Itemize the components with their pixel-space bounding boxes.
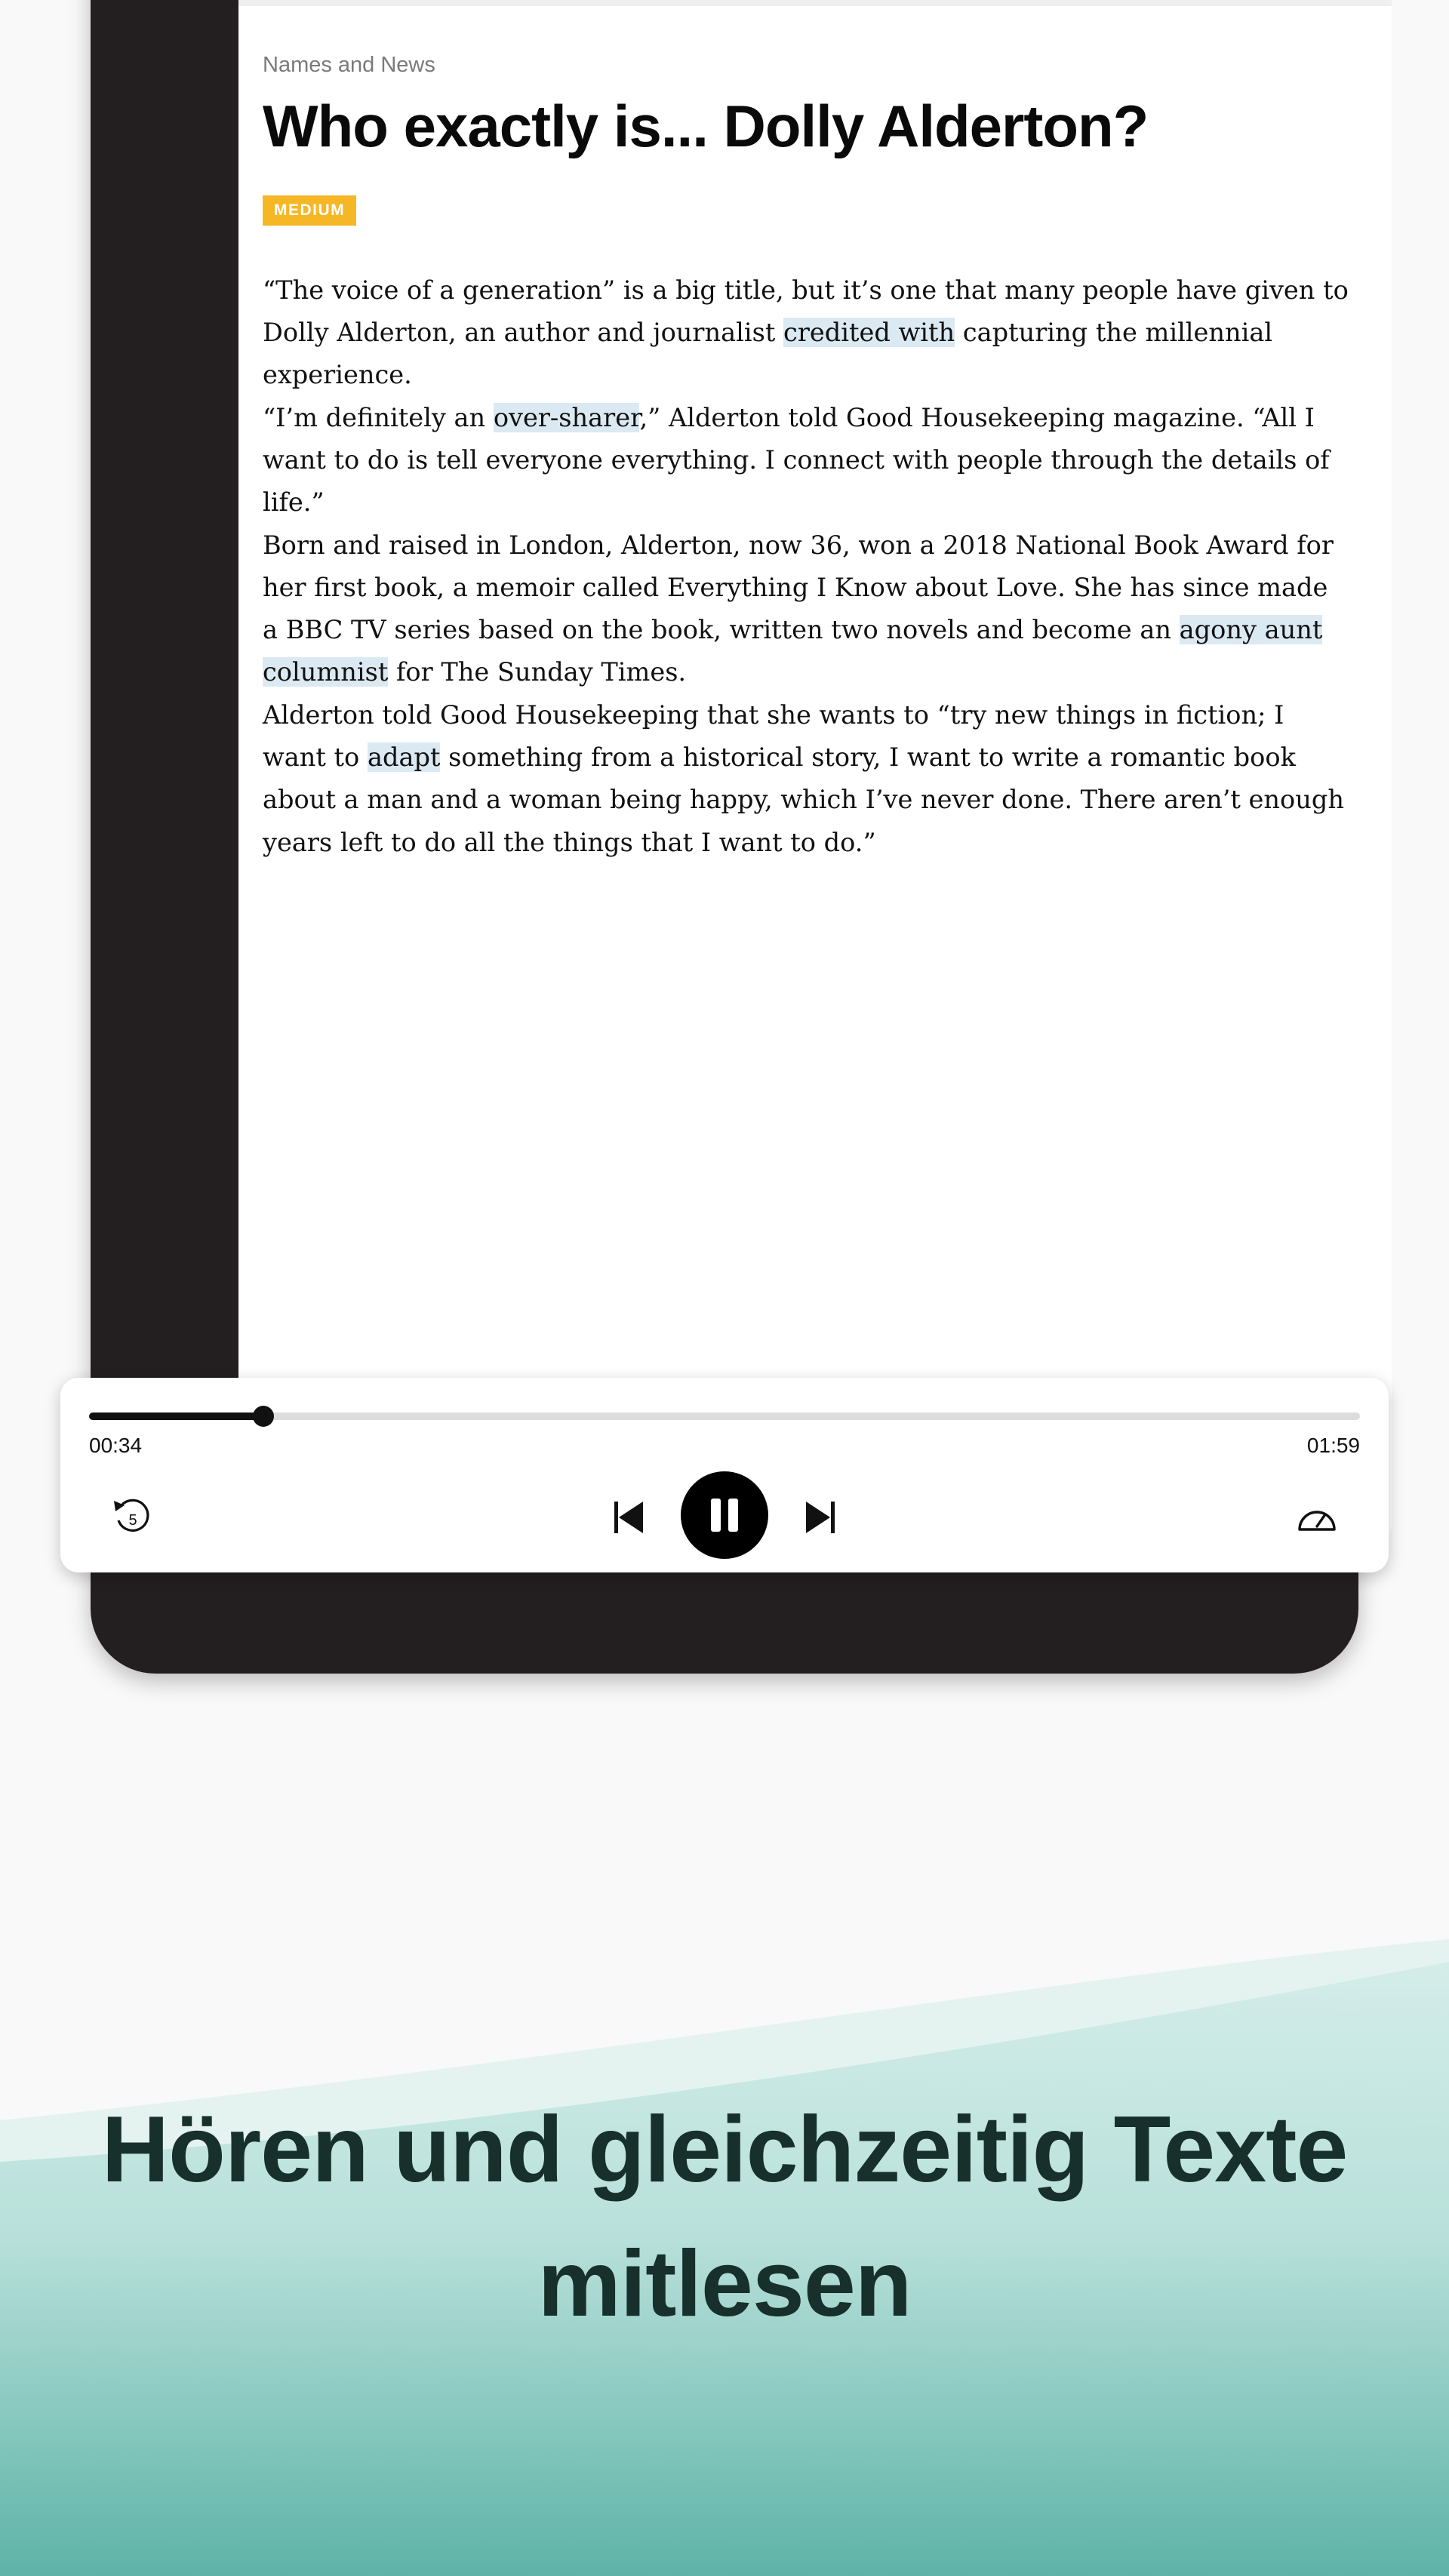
article-paragraph [263, 397, 1349, 524]
difficulty-badge: MEDIUM [263, 195, 356, 226]
audio-player [60, 1378, 1389, 1572]
promo-headline: Hören und gleichzeitig Texte mitlesen [101, 2098, 1348, 2336]
paragraph-text: for The Sunday Times. [388, 657, 687, 687]
article-paragraph [263, 524, 1349, 694]
next-icon-svg [803, 1499, 838, 1536]
rewind-seconds-label: 5 [128, 1512, 137, 1529]
pause-button[interactable] [681, 1471, 768, 1559]
paragraph-text: Alderton told Good Housekeeping that she wants to “try new things in fiction; I want to [263, 699, 1284, 773]
article-body [263, 269, 1349, 864]
vocabulary-highlight[interactable]: adapt [367, 742, 441, 773]
next-icon[interactable] [794, 1491, 847, 1544]
article-category[interactable]: Names and News [263, 53, 435, 77]
elapsed-time: 00:34 [89, 1434, 143, 1457]
progress-thumb[interactable] [253, 1406, 274, 1427]
progress-fill [89, 1412, 263, 1420]
previous-icon-svg [611, 1499, 646, 1536]
reader-toolbar [238, 0, 1392, 6]
rewind-5-icon[interactable] [106, 1491, 158, 1544]
speed-icon[interactable] [1291, 1491, 1343, 1544]
paragraph-text: Born and raised in London, Alderton, now 36, won a 2018 National Book Award for her first book, a memoir called Everything I Know about Love. She has since made a BBC TV series based on the book, written two novels and become an [263, 530, 1334, 645]
article-content [263, 53, 1349, 864]
article-paragraph [263, 269, 1349, 397]
tablet-screen [238, 0, 1392, 1555]
rewind-5-icon-svg [109, 1495, 155, 1540]
total-time: 01:59 [1306, 1434, 1360, 1457]
previous-icon[interactable] [602, 1491, 655, 1544]
progress-track[interactable] [89, 1412, 1360, 1420]
vocabulary-highlight[interactable]: credited with [783, 318, 955, 348]
paragraph-text: capturing the millennial experience. [263, 318, 1273, 390]
vocabulary-highlight[interactable]: over-sharer [493, 402, 640, 432]
article-title: Who exactly is... Dolly Alderton? [263, 93, 1149, 159]
pause-icon [708, 1497, 741, 1533]
paragraph-text: something from a historical story, I want to write a romantic book about a man and a woman being happy, which I’ve never done. There aren’t enough years left to do all the things that I want to do.” [263, 742, 1345, 857]
paragraph-text: “I’m definitely an [263, 402, 494, 432]
article-paragraph [263, 694, 1349, 864]
paragraph-text: ,” Alderton told Good Housekeeping magazine. “All I want to do is tell everyone everything. I connect with people through the details of life.” [263, 402, 1330, 518]
vocabulary-highlight[interactable]: agony aunt columnist [263, 615, 1323, 687]
speed-icon-svg [1295, 1501, 1339, 1534]
paragraph-text: “The voice of a generation” is a big title, but it’s one that many people have given to Dolly Alderton, an author and journalist [263, 275, 1349, 348]
